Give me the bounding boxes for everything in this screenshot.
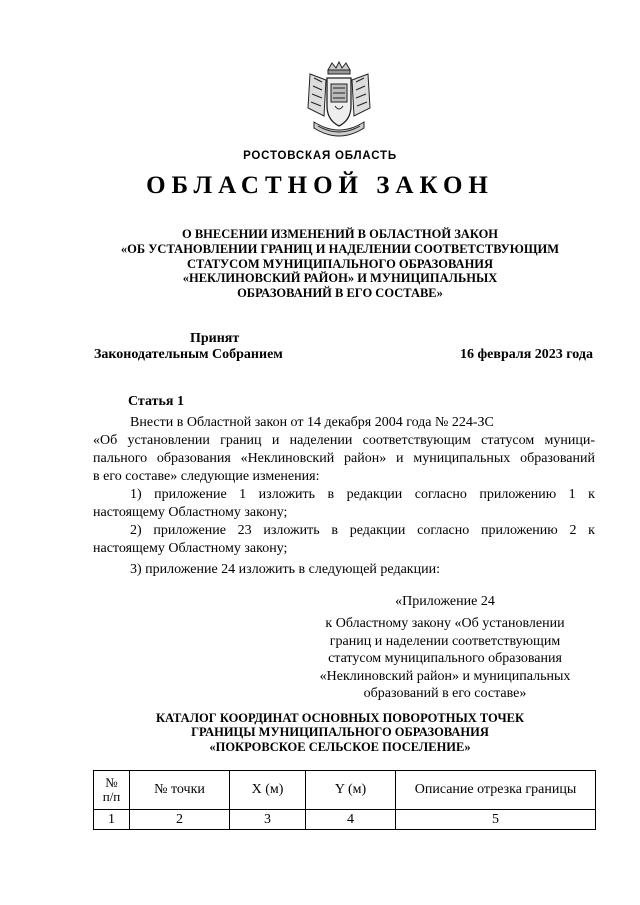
subject-line: СТАТУСОМ МУНИЦИПАЛЬНОГО ОБРАЗОВАНИЯ bbox=[186, 256, 494, 271]
subject-line: «ОБ УСТАНОВЛЕНИИ ГРАНИЦ И НАДЕЛЕНИИ СООТВЕТСТВУЮЩИМ bbox=[120, 241, 560, 256]
adopted-by: Законодательным Собранием bbox=[94, 347, 283, 362]
appendix-title: «Приложение 24 bbox=[395, 594, 495, 609]
appendix-line: статусом муниципального образования bbox=[328, 651, 562, 667]
article-line: настоящему Областному закону; bbox=[93, 505, 288, 520]
article-line: пального образования «Неклиновский район» и муниципальных образований bbox=[93, 451, 595, 466]
catalog-title-line: КАТАЛОГ КООРДИНАТ ОСНОВНЫХ ПОВОРОТНЫХ ТОЧЕК bbox=[155, 711, 525, 725]
rostov-oblast-coat-of-arms-icon bbox=[300, 60, 378, 144]
subject-line: ОБРАЗОВАНИЙ В ЕГО СОСТАВЕ» bbox=[237, 286, 443, 301]
article-title: Статья 1 bbox=[128, 394, 184, 409]
column-number: 1 bbox=[94, 810, 130, 830]
column-header-y: Y (м) bbox=[306, 771, 396, 810]
column-number: 3 bbox=[230, 810, 306, 830]
law-subject bbox=[80, 227, 600, 301]
region-name: РОСТОВСКАЯ ОБЛАСТЬ bbox=[243, 150, 397, 162]
coordinates-table bbox=[93, 770, 596, 830]
catalog-title-line: ГРАНИЦЫ МУНИЦИПАЛЬНОГО ОБРАЗОВАНИЯ bbox=[191, 725, 489, 740]
table-row bbox=[94, 810, 596, 830]
table-header-row bbox=[94, 771, 596, 810]
law-type-title: ОБЛАСТНОЙ ЗАКОН bbox=[146, 172, 494, 199]
column-header-description: Описание отрезка границы bbox=[396, 771, 596, 810]
column-number: 4 bbox=[306, 810, 396, 830]
appendix-line: «Неклиновский район» и муниципальных bbox=[319, 668, 571, 684]
appendix-reference bbox=[300, 615, 590, 703]
adoption-date: 16 февраля 2023 года bbox=[460, 347, 593, 362]
appendix-line: к Областному закону «Об установлении bbox=[325, 616, 565, 631]
column-header-pp: п/п bbox=[102, 789, 121, 804]
article-line: настоящему Областному закону; bbox=[93, 541, 288, 556]
article-line: 2) приложение 23 изложить в редакции согласно приложению 2 к bbox=[130, 523, 595, 538]
article-line: в его составе» следующие изменения: bbox=[93, 469, 320, 484]
column-header-number-sign: № bbox=[105, 775, 118, 790]
column-header-x: X (м) bbox=[230, 771, 306, 810]
article-line: 1) приложение 1 изложить в редакции согласно приложению 1 к bbox=[130, 487, 595, 502]
article-line: «Об установлении границ и наделении соответствующим статусом муници- bbox=[93, 433, 595, 448]
article-line: Внести в Областной закон от 14 декабря 2004 года № 224-ЗС bbox=[130, 415, 494, 430]
column-number: 5 bbox=[396, 810, 596, 830]
catalog-title-line: «ПОКРОВСКОЕ СЕЛЬСКОЕ ПОСЕЛЕНИЕ» bbox=[209, 739, 471, 754]
column-header-index bbox=[94, 771, 130, 810]
appendix-line: границ и наделении соответствующим bbox=[329, 633, 561, 649]
article-line: 3) приложение 24 изложить в следующей редакции: bbox=[130, 562, 440, 577]
column-number: 2 bbox=[130, 810, 230, 830]
catalog-title bbox=[80, 711, 600, 754]
column-header-point: № точки bbox=[130, 771, 230, 810]
subject-line: «НЕКЛИНОВСКИЙ РАЙОН» И МУНИЦИПАЛЬНЫХ bbox=[182, 271, 498, 286]
appendix-line: образований в его составе» bbox=[363, 686, 527, 702]
subject-line: О ВНЕСЕНИИ ИЗМЕНЕНИЙ В ОБЛАСТНОЙ ЗАКОН bbox=[181, 227, 499, 241]
adopted-label: Принят bbox=[190, 331, 240, 346]
